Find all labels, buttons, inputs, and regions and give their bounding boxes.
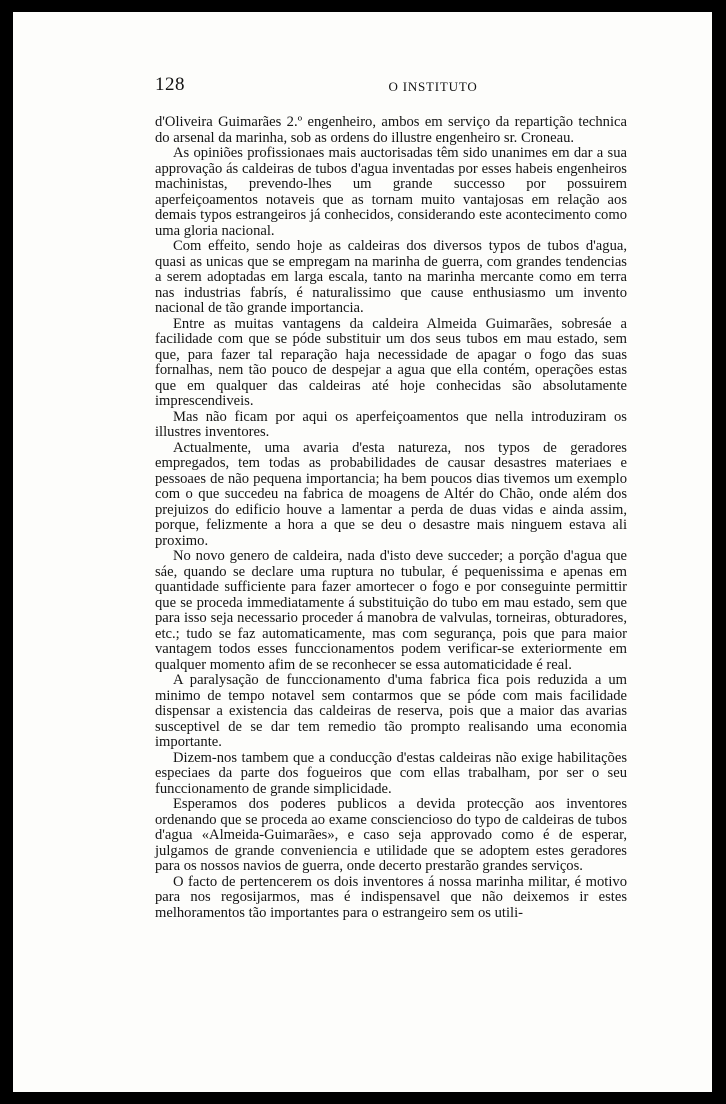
paragraph: Dizem-nos tambem que a conducção d'estas caldeiras não exige habilitações especiaes da parte dos fogueiros que com ellas trabalham, por ser o seu funccionamento de grande simplicidade. [155, 749, 627, 797]
paragraph: No novo genero de caldeira, nada d'isto deve succeder; a porção d'agua que sáe, quando se declare uma ruptura no tubular, é pequenissima e apenas em quantidade sufficiente para fazer amortecer o fogo e por conseguinte permittir que se proceda immediatamente á substituição do tubo em mau estado, sem que para isso seja necessario proceder á manobra de valvulas, torneiras, obturadores, etc.; tudo se faz automaticamente, mas com segurança, pois que para maior vantagem todos esses funccionamentos podem verificar-se exteriormente em qualquer momento afim de se reconhecer se essa automaticidade é real. [155, 548, 627, 673]
page-number: 128 [155, 74, 185, 95]
document-page [13, 12, 712, 1092]
paragraph: As opiniões profissionaes mais auctorisadas têm sido unanimes em dar a sua approvação ás caldeiras de tubos d'agua inventadas por esses habeis engenheiros machinistas, prevendo-lhes um grande successo por possuirem aperfeiçoamentos notaveis que as tornam muito vantajosas em relação aos demais typos estrangeiros já conhecidos, considerando este acontecimento como uma gloria nacional. [155, 145, 627, 239]
page-header [155, 74, 641, 100]
paragraph: Entre as muitas vantagens da caldeira Almeida Guimarães, sobresáe a facilidade com que se póde substituir um dos seus tubos em mau estado, sem que, para fazer tal reparação haja necessidade de apagar o fogo das suas fornalhas, nem tão pouco de despejar a agua que ella contém, operações estas que em qualquer das caldeiras até hoje conhecidas são absolutamente imprescendiveis. [155, 315, 627, 409]
paragraph: Mas não ficam por aqui os aperfeiçoamentos que nella introduziram os illustres inventores. [155, 408, 627, 440]
paragraph: A paralysação de funccionamento d'uma fabrica fica pois reduzida a um minimo de tempo notavel sem contarmos que se póde com mais facilidade dispensar a existencia das caldeiras de reserva, pois que a maior das avarias susceptivel de se dar tem remedio tão prompto realisando uma economia importante. [155, 672, 627, 750]
article-body [155, 115, 627, 921]
paragraph: d'Oliveira Guimarães 2.º engenheiro, ambos em serviço da repartição technica do arsenal da marinha, sob as ordens do illustre engenheiro sr. Croneau. [155, 114, 627, 146]
paragraph: Actualmente, uma avaria d'esta natureza, nos typos de geradores empregados, tem todas as probabilidades de causar desastres materiaes e pessoaes de não pequena importancia; ha bem poucos dias tivemos um exemplo com o que succedeu na fabrica de moagens de Altér do Chão, onde além dos prejuizos do edificio houve a lamentar a perda de duas vidas e ainda assim, porque, felizmente a hora a que se deu o desastre mais ninguem estava ali proximo. [155, 439, 627, 549]
paragraph: O facto de pertencerem os dois inventores á nossa marinha militar, é motivo para nos regosijarmos, mas é indispensavel que não deixemos ir estes melhoramentos tão importantes para o estrangeiro sem os utili- [155, 873, 627, 921]
running-title: O INSTITUTO [388, 79, 478, 94]
paragraph: Esperamos dos poderes publicos a devida protecção aos inventores ordenando que se proceda ao exame consciencioso do typo de caldeiras de tubos d'agua «Almeida-Guimarães», e caso seja approvado como é de esperar, julgamos de grande conveniencia e utilidade que se adoptem estes geradores para os nossos navios de guerra, onde decerto prestarão grandes serviços. [155, 796, 627, 874]
paragraph: Com effeito, sendo hoje as caldeiras dos diversos typos de tubos d'agua, quasi as unicas que se empregam na marinha de guerra, com grandes tendencias a serem adoptadas em larga escala, tanto na marinha mercante como em terra nas industrias fabrís, é naturalissimo que cause enthusiasmo um invento nacional de tão grande importancia. [155, 238, 627, 316]
